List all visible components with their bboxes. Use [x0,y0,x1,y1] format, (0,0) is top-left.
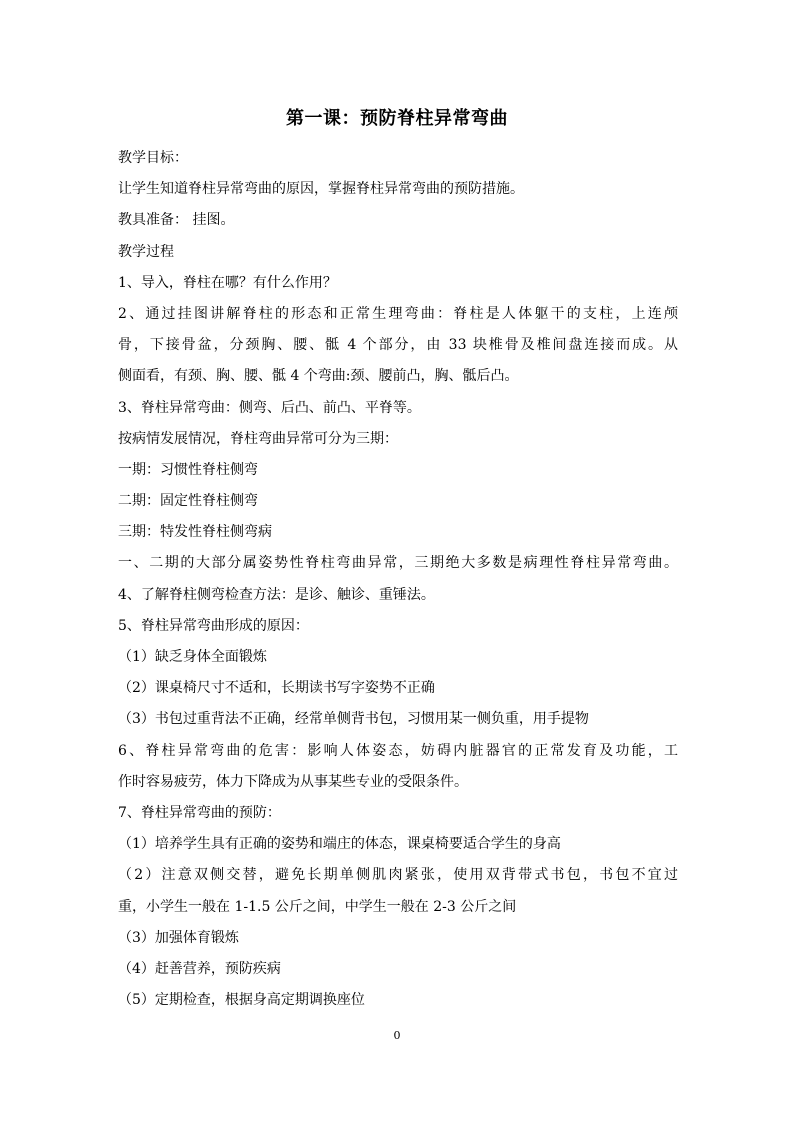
text-line: 7、脊柱异常弯曲的预防： [118,804,281,821]
text-line: 1、导入，脊柱在哪？有什么作用？ [118,274,337,291]
text-line: （1）缺乏身体全面锻炼 [118,649,267,665]
text-line: 3、脊柱异常弯曲：侧弯、后凸、前凸、平脊等。 [118,399,421,416]
text-line: （2）课桌椅尺寸不适和，长期读书写字姿势不正确 [118,680,435,697]
page-number: 0 [393,1029,401,1042]
text-line: 一、二期的大部分属姿势性脊柱弯曲异常，三期绝大多数是病理性脊柱异常弯曲。 [118,555,678,572]
text-line: 让学生知道脊柱异常弯曲的原因，掌握脊柱异常弯曲的预防措施。 [118,181,524,198]
text-line: （2）注意双侧交替，避免长期单侧肌肉紧张，使用双背带式书包，书包不宜过 [118,867,678,884]
text-line: 骨，下接骨盆，分颈胸、腰、骶 4 个部分，由 33 块椎骨及椎间盘连接而成。从 [118,337,678,354]
text-line: （3）书包过重背法不正确，经常单侧背书包，习惯用某一侧负重，用手提物 [118,711,589,728]
text-line: （4）赶善营养，预防疾病 [118,960,281,977]
lesson-body [118,143,678,1016]
text-line: 作时容易疲劳，体力下降成为从事某些专业的受限条件。 [118,773,468,790]
text-line: 教学目标： [118,150,188,166]
text-line: 4、了解脊柱侧弯检查方法：是诊、触诊、重锤法。 [118,586,435,603]
text-line: 三期：特发性脊柱侧弯病 [118,524,272,541]
text-line: 2、通过挂图讲解脊柱的形态和正常生理弯曲：脊柱是人体躯干的支柱，上连颅 [118,305,678,322]
text-line: 教具准备： 挂图。 [118,212,235,229]
page-title: 第一课：预防脊柱异常弯曲 [286,108,508,129]
text-line: 重，小学生一般在 1-1.5 公斤之间，中学生一般在 2-3 公斤之间 [118,898,517,915]
text-line: 教学过程 [118,243,174,260]
text-line: 按病情发展情况，脊柱弯曲异常可分为三期： [118,430,398,447]
text-line: （3）加强体育锻炼 [118,929,239,946]
text-line: （1）培养学生具有正确的姿势和端庄的体态，课桌椅要适合学生的身高 [118,836,561,853]
text-line: 二期：固定性脊柱侧弯 [118,493,258,510]
text-line: 一期：习惯性脊柱侧弯 [118,461,258,478]
text-line: 6、脊柱异常弯曲的危害：影响人体姿态，妨碍内脏器官的正常发育及功能，工 [118,742,678,759]
text-line: 5、脊柱异常弯曲形成的原因： [118,617,309,634]
text-line: 侧面看，有颈、胸、腰、骶 4 个弯曲:颈、腰前凸，胸、骶后凸。 [118,368,519,385]
text-line: （5）定期检查，根据身高定期调换座位 [118,992,365,1009]
